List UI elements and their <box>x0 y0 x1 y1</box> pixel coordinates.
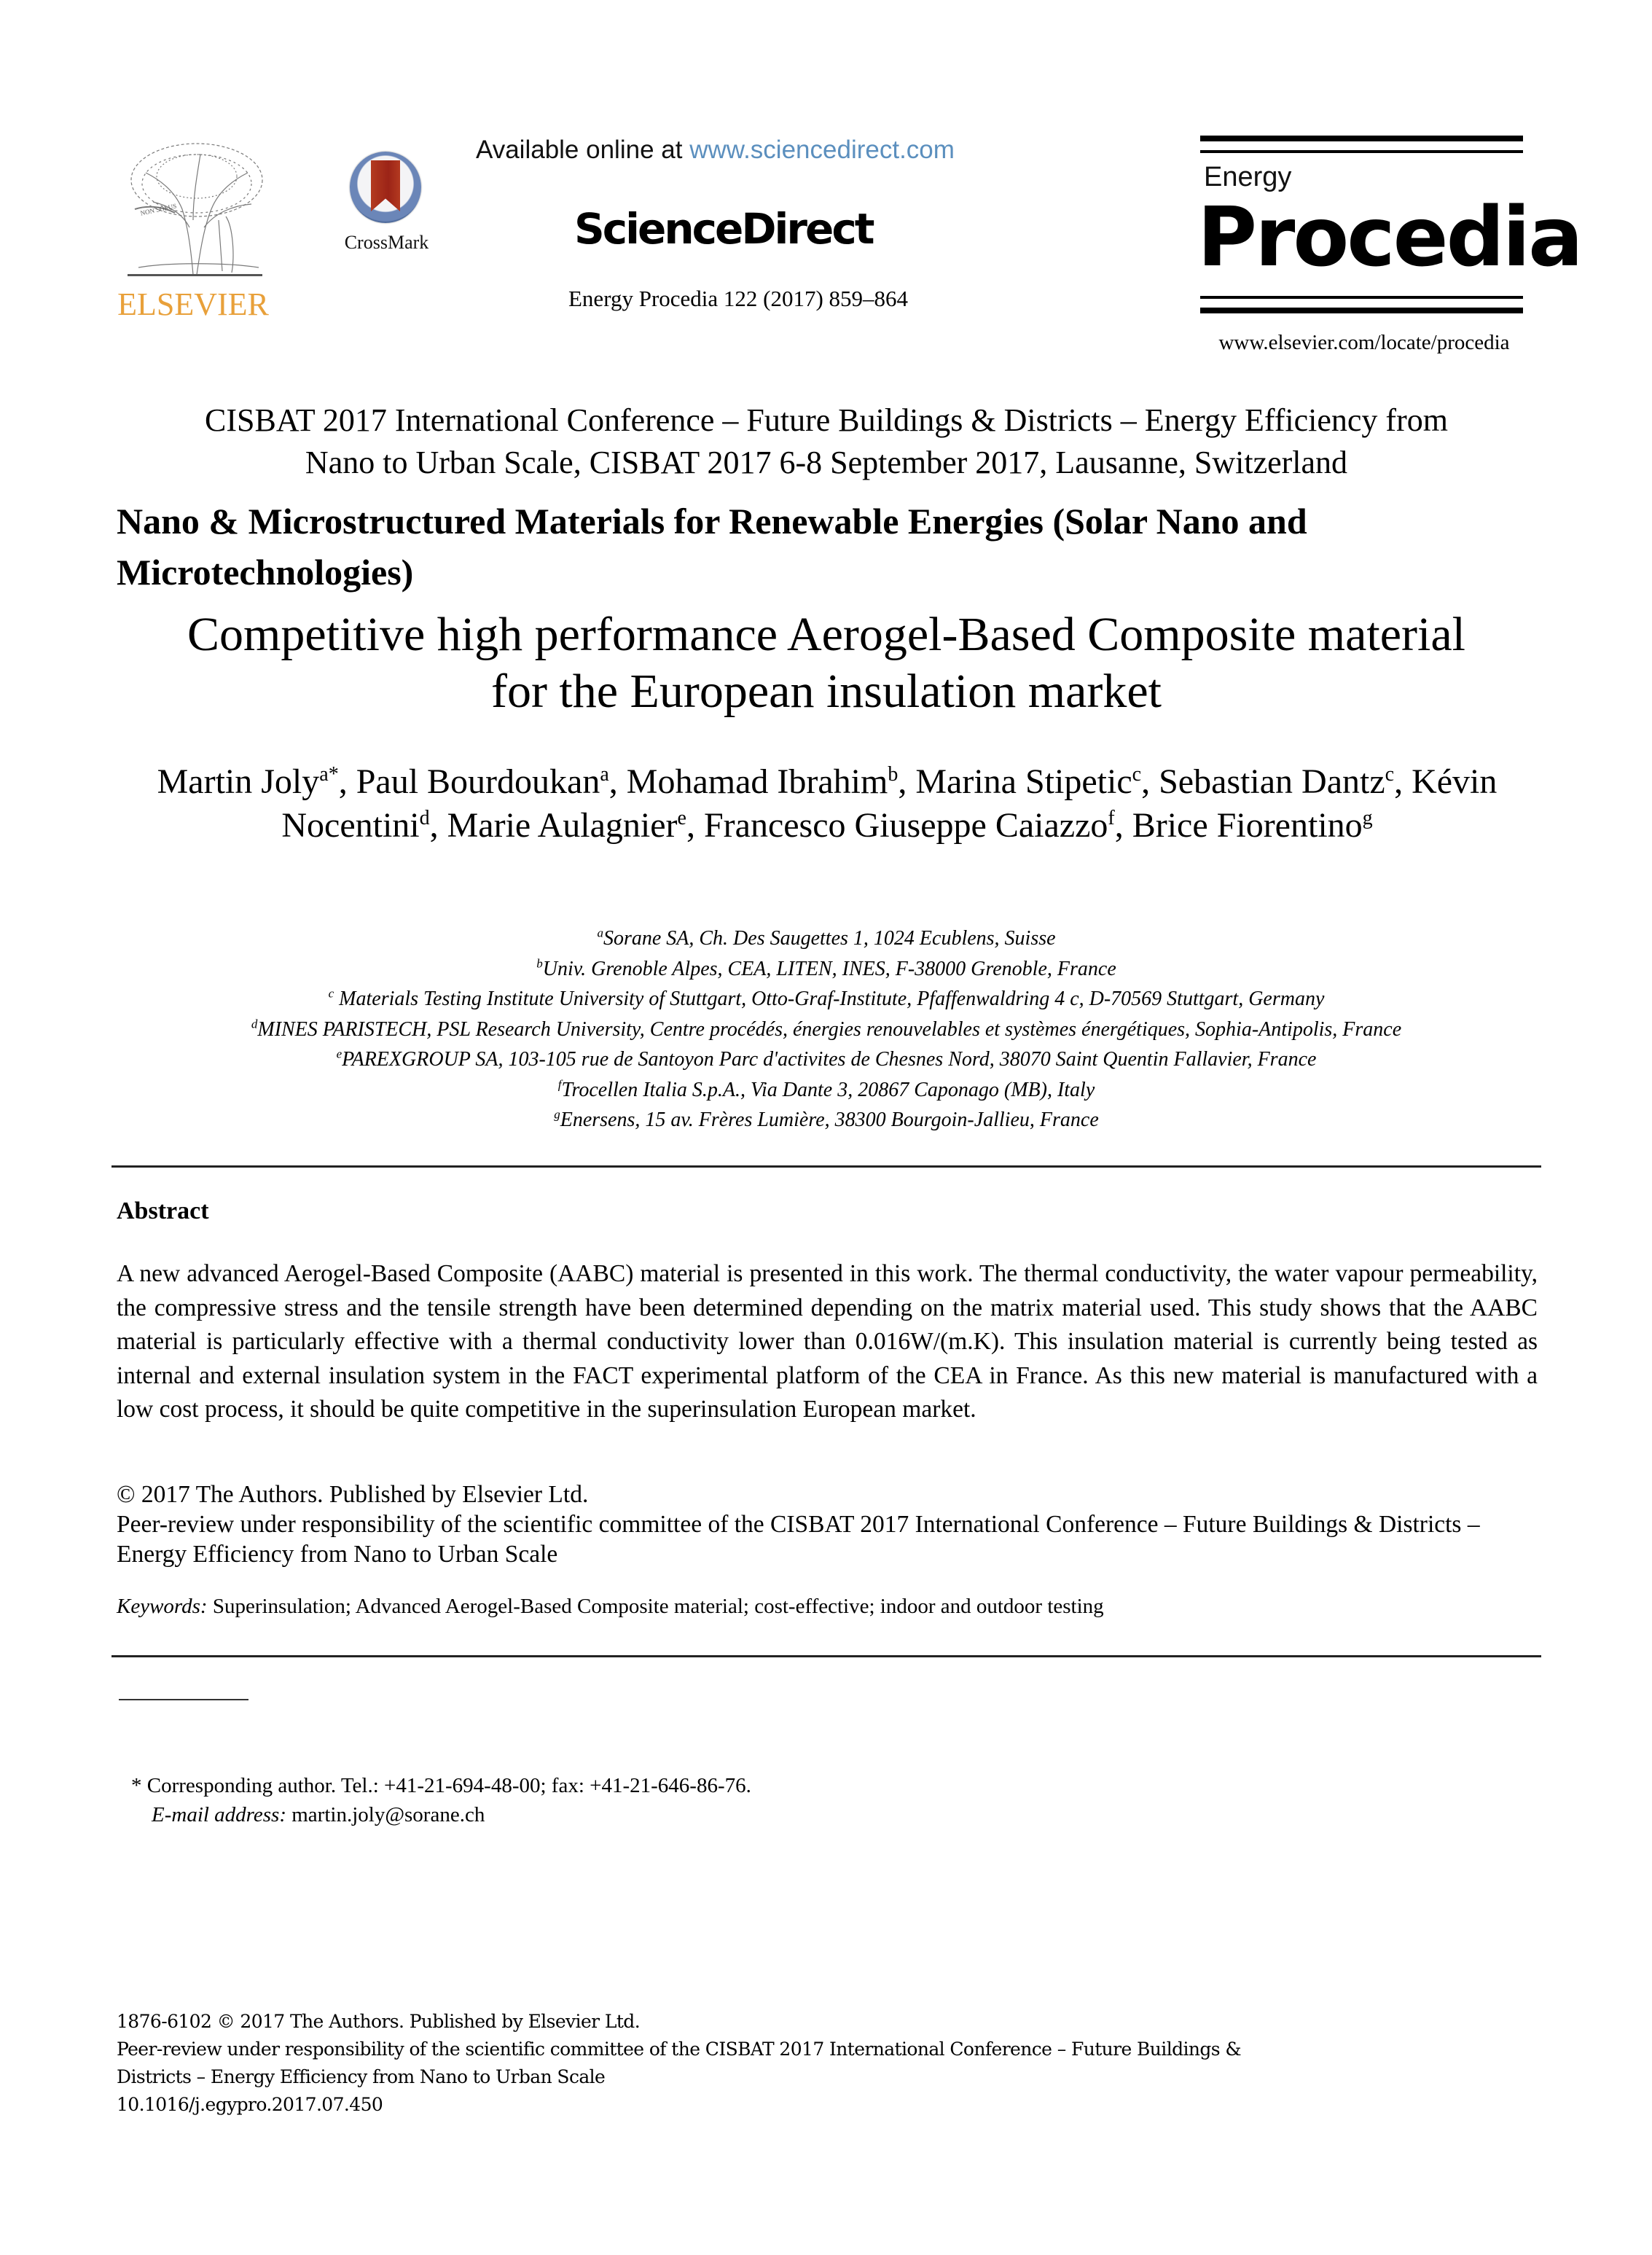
sciencedirect-logo: ScienceDirect <box>574 204 873 254</box>
journal-logo-line2: Procedia <box>1197 190 1581 285</box>
keywords <box>117 1595 1538 1619</box>
affiliation: $^d$MINES PARISTECH, PSL Research University, Centre procédés, énergies renouvelables et systèmes énergétiques, Sophia-Antipolis, France <box>251 1017 1402 1041</box>
email-label: E-mail address: <box>152 1803 286 1826</box>
elsevier-logo <box>117 140 270 322</box>
svg-text:NON SOLUS: NON SOLUS <box>139 202 178 217</box>
journal-reference: Energy Procedia 122 (2017) 859–864 <box>568 286 909 311</box>
abstract-heading: Abstract <box>117 1197 209 1224</box>
affiliation-list <box>111 923 1541 1136</box>
copyright-block <box>117 1480 1538 1569</box>
issn-copyright-line: 1876-6102 © 2017 The Authors. Published by Elsevier Ltd. <box>117 2011 641 2032</box>
footer-peer-review-line-2: Districts – Energy Efficiency from Nano to Urban Scale <box>117 2066 606 2087</box>
conference-info <box>111 399 1541 484</box>
journal-logo-rule <box>1200 150 1523 153</box>
copyright-line: © 2017 The Authors. Published by Elsevier Ltd. <box>117 1481 589 1508</box>
author[interactable]: Kévin Nocentini$^d$, <box>281 762 1498 845</box>
author[interactable]: Francesco Giuseppe Caiazzo$^f$, <box>703 806 1132 845</box>
author[interactable]: Mohamad Ibrahim$^b$, <box>626 762 916 801</box>
affiliation: $^c$ Materials Testing Institute University of Stuttgart, Otto-Graf-Institute, Pfaffenwaldring 4 c, D-70569 Stuttgart, Germany <box>328 986 1325 1010</box>
conference-line-1: CISBAT 2017 International Conference – Future Buildings & Districts – Energy Efficiency from <box>205 402 1448 438</box>
journal-logo-line1: Energy <box>1204 162 1292 192</box>
author[interactable]: Brice Fiorentino$^g$ <box>1132 806 1373 845</box>
affiliation: $^a$Sorane SA, Ch. Des Saugettes 1, 1024 Ecublens, Suisse <box>597 926 1056 950</box>
crossmark-badge[interactable] <box>337 152 436 261</box>
email-link[interactable]: martin.joly@sorane.ch <box>286 1803 485 1826</box>
keywords-label: Keywords: <box>117 1595 208 1618</box>
affiliation: $^g$Enersens, 15 av. Frères Lumière, 38300 Bourgoin-Jallieu, France <box>554 1107 1099 1131</box>
journal-logo-rule <box>1200 296 1523 299</box>
keywords-text: Superinsulation; Advanced Aerogel-Based Composite material; cost-effective; indoor and outdoor testing <box>207 1595 1104 1618</box>
author[interactable]: Sebastian Dantz$^c$, <box>1159 762 1412 801</box>
conference-line-2: Nano to Urban Scale, CISBAT 2017 6-8 September 2017, Lausanne, Switzerland <box>305 445 1348 480</box>
author[interactable]: Martin Joly$^{a*}$, <box>157 762 356 801</box>
crossmark-label: CrossMark <box>344 232 429 253</box>
affiliation: $^e$PAREXGROUP SA, 103-105 rue de Santoyon Parc d'activites de Chesnes Nord, 38070 Saint Quentin Fallavier, France <box>336 1047 1317 1071</box>
sciencedirect-link[interactable]: www.sciencedirect.com <box>689 136 955 164</box>
doi-link[interactable]: 10.1016/j.egypro.2017.07.450 <box>117 2094 383 2115</box>
journal-logo-block <box>1197 136 1581 369</box>
affiliation: $^f$Trocellen Italia S.p.A., Via Dante 3, 20867 Caponago (MB), Italy <box>557 1077 1095 1101</box>
peer-review-statement: Peer-review under responsibility of the scientific committee of the CISBAT 2017 International Conference – Future Buildings & Districts – Energy Efficiency from Nano to Urban Scale <box>117 1511 1480 1568</box>
journal-logo-rule <box>1200 136 1523 141</box>
paper-title-line-1: Competitive high performance Aerogel-Based Composite material <box>187 608 1465 661</box>
paper-title <box>111 606 1541 720</box>
journal-url-link[interactable]: www.elsevier.com/locate/procedia <box>1218 331 1510 354</box>
author[interactable]: Marina Stipetic$^c$, <box>915 762 1159 801</box>
author[interactable]: Marie Aulagnier$^e$, <box>447 806 704 845</box>
abstract-body: A new advanced Aerogel-Based Composite (AABC) material is presented in this work. The thermal conductivity, the water vapour permeability, the compressive stress and the tensile strength have been determined depending on the matrix material used. This study shows that the AABC material is particularly effective with a thermal conductivity lower than 0.016W/(m.K). This insulation material is currently being tested as internal and external insulation system in the FACT experimental platform of the CEA in France. As this new material is manufactured with a low cost process, it should be quite competitive in the superinsulation European market. <box>117 1260 1538 1423</box>
elsevier-tree-icon <box>124 140 266 278</box>
email-line <box>131 1800 1006 1829</box>
available-online-prefix: Available online at <box>476 136 690 164</box>
footer-peer-review-line-1: Peer-review under responsibility of the scientific committee of the CISBAT 2017 International Conference – Future Buildings & <box>117 2039 1242 2060</box>
divider-bottom <box>111 1655 1541 1657</box>
section-title: Nano & Microstructured Materials for Renewable Energies (Solar Nano and Microtechnologies) <box>117 501 1307 593</box>
divider-top <box>111 1165 1541 1168</box>
page-footer <box>117 2008 1545 2119</box>
corresponding-author-footnote <box>131 1771 1006 1829</box>
affiliation: $^b$Univ. Grenoble Alpes, CEA, LITEN, INES, F-38000 Grenoble, France <box>536 956 1116 980</box>
corresponding-author-contact: * Corresponding author. Tel.: +41-21-694-48-00; fax: +41-21-646-86-76. <box>131 1774 751 1797</box>
publisher-name: ELSEVIER <box>117 286 269 322</box>
paper-title-line-2: for the European insulation market <box>490 665 1162 718</box>
journal-logo-rule <box>1200 308 1523 313</box>
available-online-line <box>476 136 955 165</box>
author-list <box>146 760 1508 848</box>
author[interactable]: Paul Bourdoukan$^a$, <box>356 762 627 801</box>
footnote-divider <box>119 1699 248 1700</box>
